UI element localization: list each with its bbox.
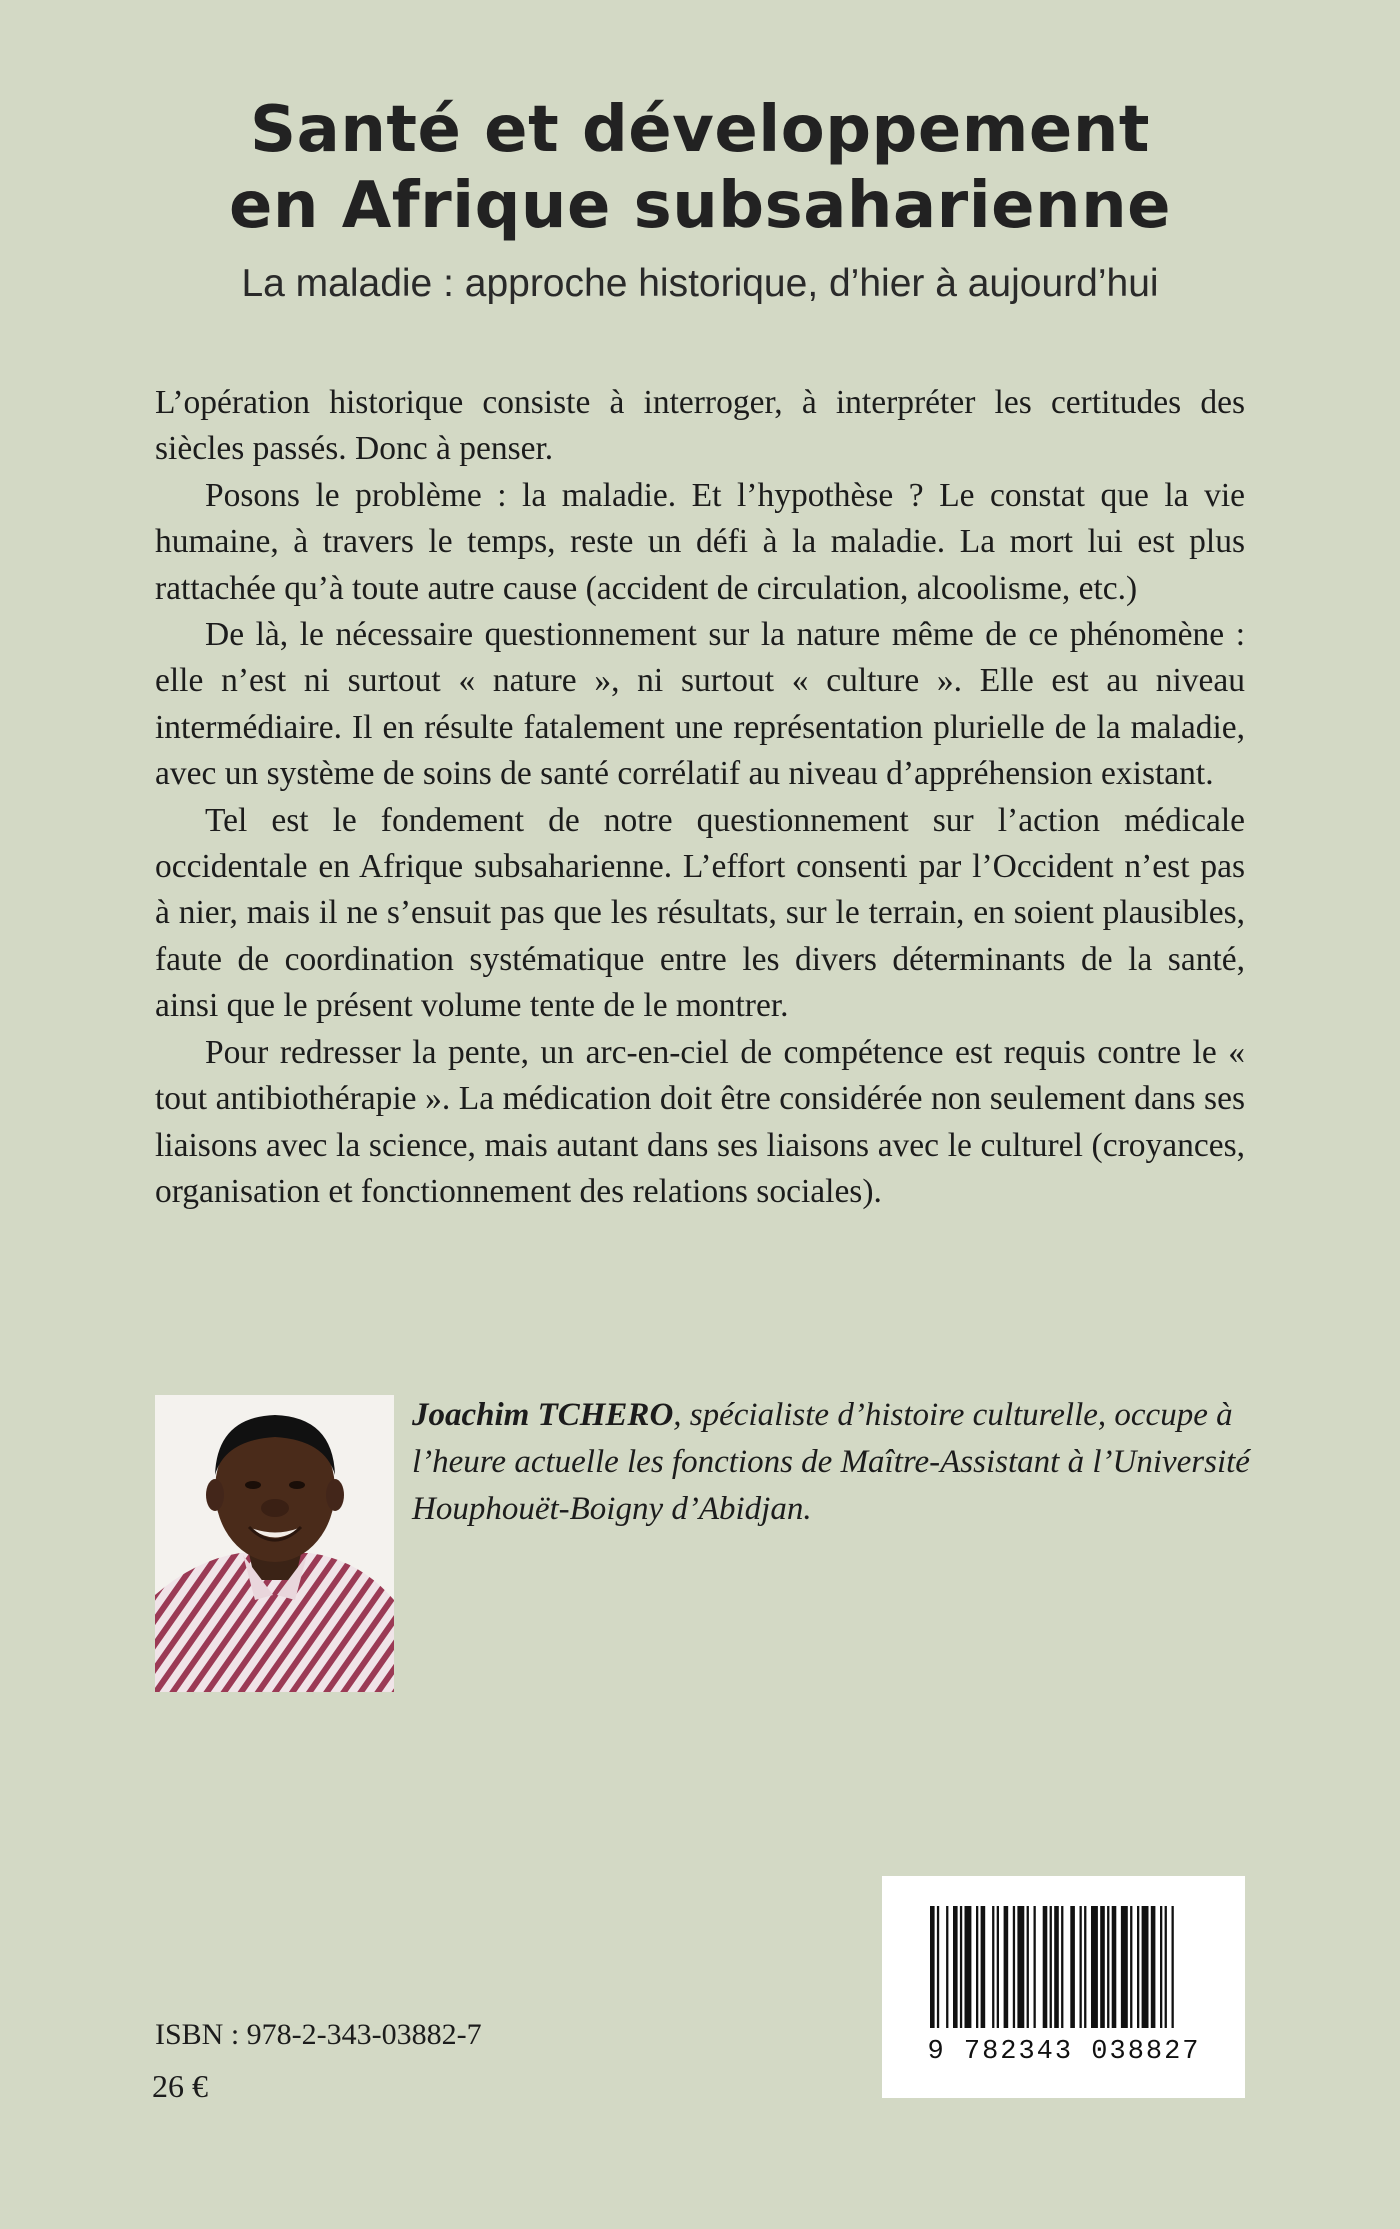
barcode-bar xyxy=(981,1906,986,2028)
barcode-bar xyxy=(1165,1906,1167,2028)
barcode-bar xyxy=(1070,1906,1075,2028)
barcode-bar xyxy=(1017,1906,1024,2028)
barcode-bar xyxy=(930,1906,935,2028)
barcode-bar xyxy=(1027,1906,1029,2028)
barcode-bar xyxy=(1061,1906,1063,2028)
author-bio xyxy=(412,1392,1252,1533)
barcode-bar xyxy=(1080,1906,1082,2028)
author-bio-text: , spécialiste d’histoire culturelle, occupe à l’heure actuelle les fonctions de Maître-Assistant à l’Université Houphouët-Boigny d’Abidjan. xyxy=(412,1397,1250,1527)
book-title xyxy=(0,92,1400,244)
book-subtitle: La maladie : approche historique, d’hier à aujourd’hui xyxy=(241,262,1159,305)
barcode-bar xyxy=(1151,1906,1156,2028)
price-label: 26 € xyxy=(152,2068,208,2104)
barcode-bar xyxy=(1004,1906,1009,2028)
barcode-digits: 9 782343 038827 xyxy=(927,2037,1201,2067)
barcode-bar xyxy=(1107,1906,1109,2028)
book-title-line-1: Santé et développement xyxy=(250,93,1150,167)
blurb-paragraph-5: Pour redresser la pente, un arc-en-ciel de compétence est requis contre le « tout antibiothérapie ». La médication doit être considérée non seulement dans ses liaisons avec la science, mais autant dans ses liaisons avec le culturel (croyances, organisation et fonctionnement des relations sociales). xyxy=(155,1033,1245,1210)
blurb-paragraph-3: De là, le nécessaire questionnement sur la nature même de ce phénomène : elle n’est ni surtout « nature », ni surtout « culture ». Elle est au niveau intermédiaire. Il en résulte fatalement une représentation plurielle de la maladie, avec un système de soins de santé corrélatif au niveau d’appréhension existant. xyxy=(155,616,1245,793)
barcode-graphic xyxy=(882,1876,1245,2098)
barcode-bar xyxy=(1100,1906,1105,2028)
barcode-bar xyxy=(1172,1906,1174,2028)
barcode-bar xyxy=(1043,1906,1048,2028)
isbn-label: ISBN : 978-2-343-03882-7 xyxy=(155,2018,482,2051)
barcode-bar xyxy=(1121,1906,1128,2028)
barcode xyxy=(882,1876,1245,2098)
barcode-bar xyxy=(976,1906,978,2028)
barcode-bar xyxy=(1013,1906,1015,2028)
author-name: Joachim TCHERO xyxy=(412,1397,674,1433)
barcode-bars xyxy=(930,1906,1174,2028)
blurb-text xyxy=(155,380,1245,1215)
barcode-bar xyxy=(992,1906,994,2028)
barcode-bar xyxy=(1084,1906,1086,2028)
barcode-bar xyxy=(1160,1906,1162,2028)
barcode-bar xyxy=(1034,1906,1036,2028)
blurb-paragraph-1: L’opération historique consiste à interroger, à interpréter les certitudes des siècles passés. Donc à penser. xyxy=(155,384,1245,468)
blurb-paragraph-2: Posons le problème : la maladie. Et l’hypothèse ? Le constat que la vie humaine, à travers le temps, reste un défi à la maladie. La mort lui est plus rattachée qu’à toute autre cause (accident de circulation, alcoolisme, etc.) xyxy=(155,476,1245,607)
barcode-bar xyxy=(1130,1906,1132,2028)
barcode-bar xyxy=(946,1906,948,2028)
author-photo xyxy=(155,1395,394,1692)
barcode-bar xyxy=(953,1906,958,2028)
barcode-bar xyxy=(937,1906,939,2028)
barcode-bar xyxy=(1054,1906,1059,2028)
book-title-line-2: en Afrique subsaharienne xyxy=(228,169,1172,243)
author-portrait-illustration xyxy=(155,1395,394,1692)
barcode-bar xyxy=(1091,1906,1098,2028)
barcode-bar xyxy=(997,1906,999,2028)
barcode-bar xyxy=(965,1906,972,2028)
barcode-bar xyxy=(1137,1906,1139,2028)
barcode-bar xyxy=(1050,1906,1052,2028)
blurb-paragraph-4: Tel est le fondement de notre questionnement sur l’action médicale occidentale en Afrique subsaharienne. L’effort consenti par l’Occident n’est pas à nier, mais il ne s’ensuit pas que les résultats, sur le terrain, en soient plausibles, faute de coordination systématique entre les divers déterminants de la santé, ainsi que le présent volume tente de le montrer. xyxy=(155,801,1245,1025)
barcode-bar xyxy=(1142,1906,1149,2028)
barcode-bar xyxy=(1112,1906,1117,2028)
barcode-bar xyxy=(960,1906,962,2028)
